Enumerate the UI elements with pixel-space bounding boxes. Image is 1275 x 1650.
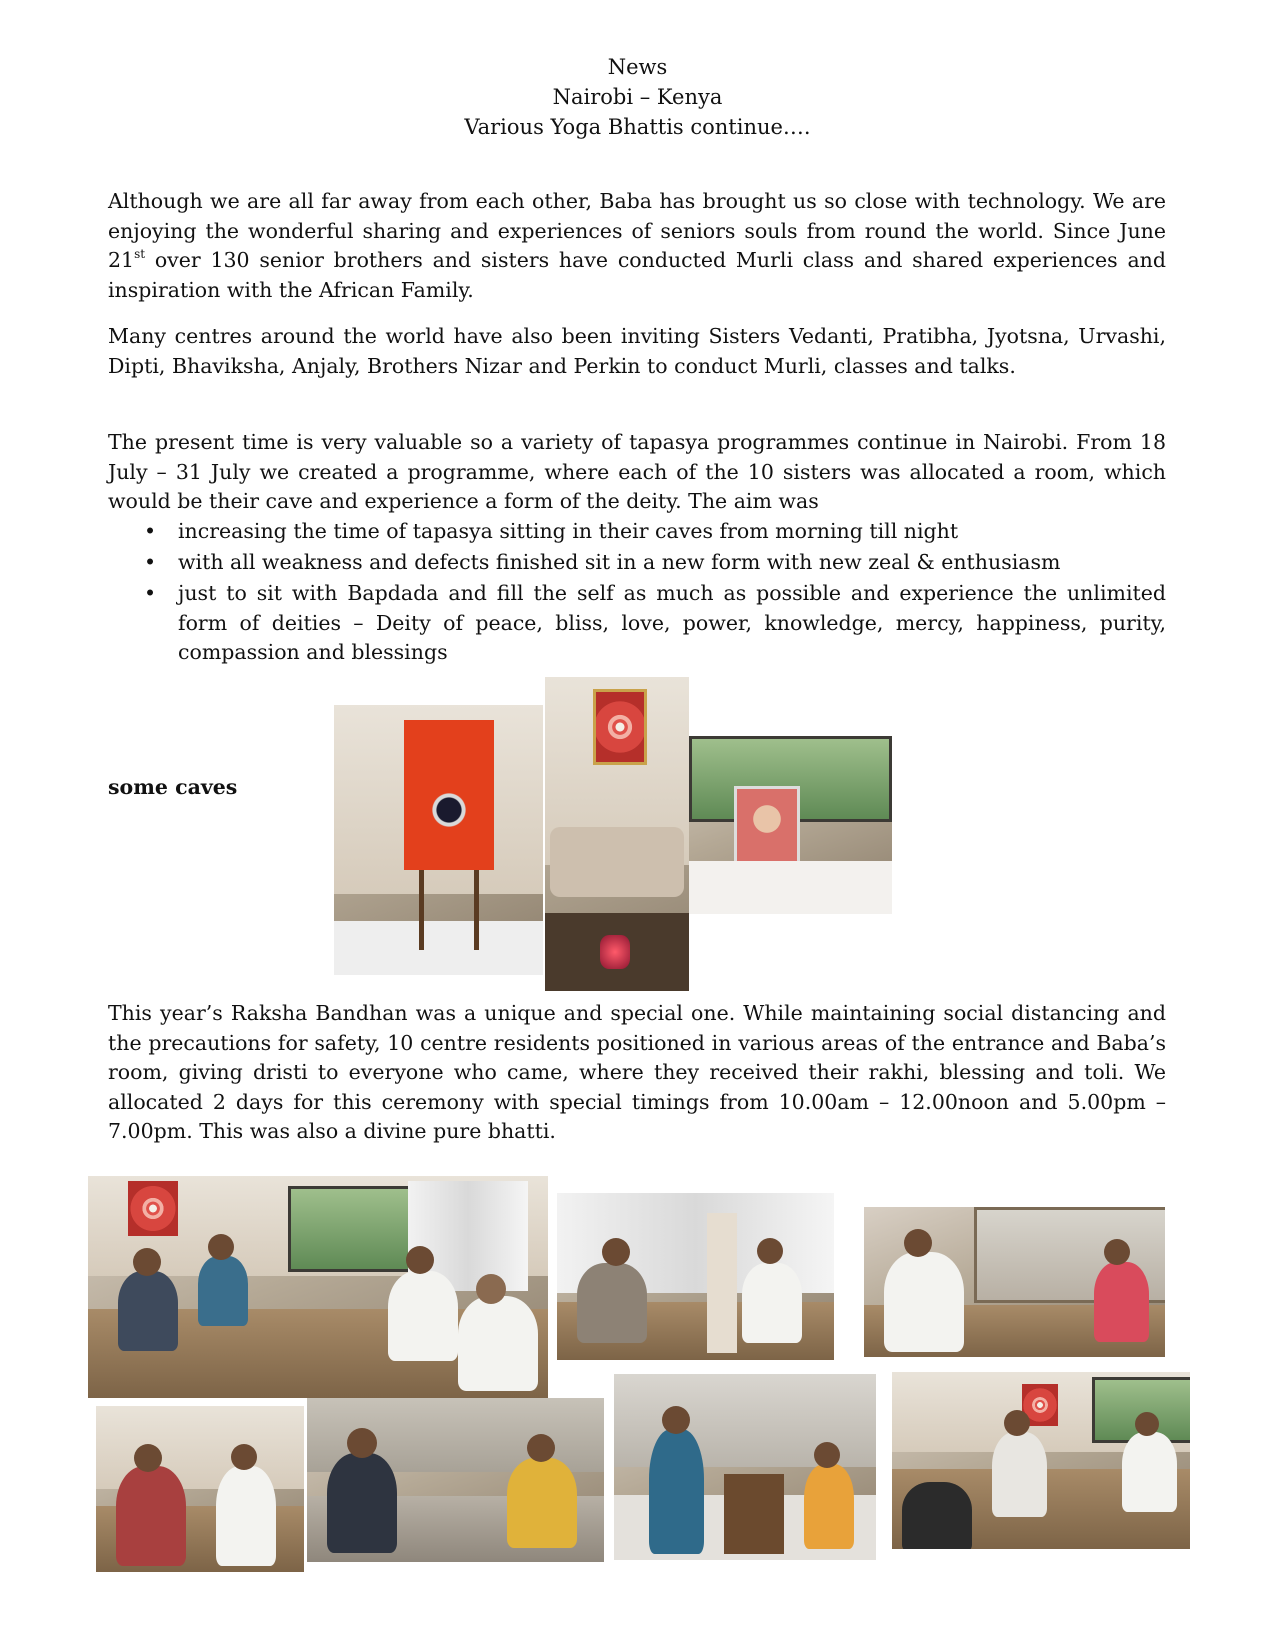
cave-photo bbox=[545, 677, 689, 991]
caves-label: some caves bbox=[108, 775, 238, 799]
raksha-bandhan-photo bbox=[557, 1193, 834, 1360]
paragraph-centres: Many centres around the world have also been inviting Sisters Vedanti, Pratibha, Jyotsna, Urvashi, Dipti, Bhaviksha, Anjaly, Brothers Nizar and Perkin to conduct Murli, classes and talks. bbox=[108, 324, 1166, 378]
paragraph-technology: Although we are all far away from each other, Baba has brought us so close with technology. We are enjoying the wonderful sharing and experiences of seniors souls from round the world. Since June 21st over 130 senior brothers and sisters have conducted Murli class and shared experiences and inspiration with the African Family. bbox=[108, 189, 1166, 302]
raksha-bandhan-photo bbox=[864, 1207, 1165, 1357]
aim-item: • just to sit with Bapdada and fill the self as much as possible and experience the unlimited form of deities – Deity of peace, bliss, love, power, knowledge, mercy, happiness, purity, compassion and blessings bbox=[108, 579, 1166, 668]
header-news: News bbox=[607, 55, 668, 79]
aim-item: • with all weakness and defects finished sit in a new form with new zeal & enthusiasm bbox=[108, 548, 1166, 578]
header-title: Various Yoga Bhattis continue…. bbox=[464, 115, 811, 139]
aim-list bbox=[108, 517, 1166, 669]
raksha-bandhan-photo bbox=[307, 1398, 604, 1562]
cave-photo bbox=[689, 736, 892, 914]
aim-item: • increasing the time of tapasya sitting in their caves from morning till night bbox=[108, 517, 1166, 547]
paragraph-raksha-bandhan: This year’s Raksha Bandhan was a unique and special one. While maintaining social distancing and the precautions for safety, 10 centre residents positioned in various areas of the entrance and Baba’s room, giving dristi to everyone who came, where they received their rakhi, blessing and toli. We allocated 2 days for this ceremony with special timings from 10.00am – 12.00noon and 5.00pm – 7.00pm. This was also a divine pure bhatti. bbox=[108, 1001, 1166, 1143]
raksha-bandhan-photo bbox=[614, 1374, 876, 1560]
paragraph-tapasya: The present time is very valuable so a variety of tapasya programmes continue in Nairobi. From 18 July – 31 July we created a programme, where each of the 10 sisters was allocated a room, which would be their cave and experience a form of the deity. The aim was bbox=[108, 430, 1166, 513]
cave-photo bbox=[334, 705, 543, 975]
raksha-bandhan-photo bbox=[88, 1176, 548, 1398]
news-header bbox=[0, 52, 1275, 142]
raksha-bandhan-photo bbox=[892, 1372, 1190, 1549]
header-location: Nairobi – Kenya bbox=[552, 85, 723, 109]
raksha-bandhan-photo bbox=[96, 1406, 304, 1572]
